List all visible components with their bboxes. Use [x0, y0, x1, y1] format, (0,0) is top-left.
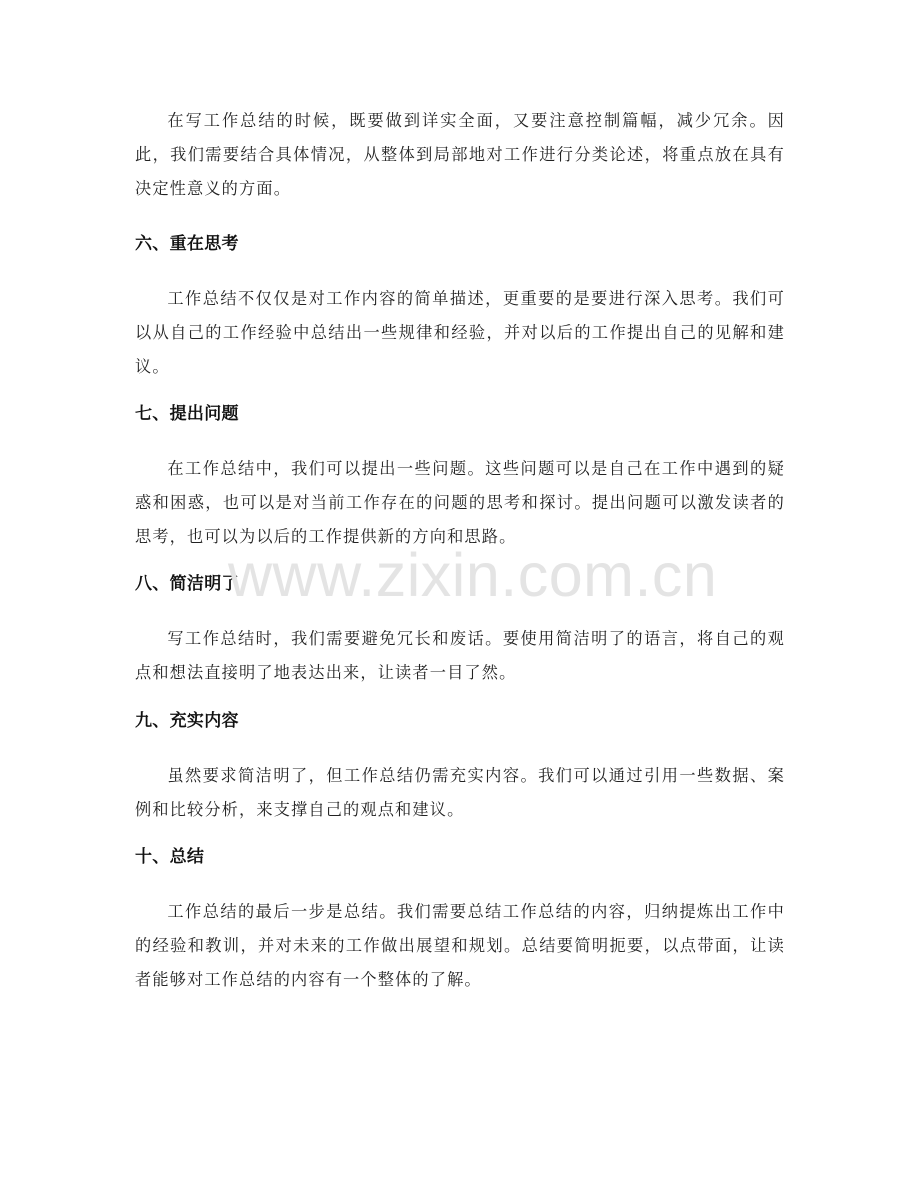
- section-heading: 七、提出问题: [135, 404, 239, 424]
- section-six: [135, 232, 785, 384]
- section-heading: 十、总结: [135, 847, 205, 867]
- intro-section: [135, 104, 785, 206]
- section-ten: [135, 845, 785, 997]
- section-paragraph: 虽然要求简洁明了，但工作总结仍需充实内容。我们可以通过引用一些数据、案例和比较分析，来支撑自己的观点和建议。: [135, 766, 785, 819]
- section-nine: [135, 709, 785, 827]
- watermark: www.zixin.com.cn: [228, 541, 718, 609]
- section-paragraph: 写工作总结时，我们需要避免冗长和废话。要使用简洁明了的语言，将自己的观点和想法直接明了地表达出来，让读者一目了然。: [135, 629, 785, 682]
- section-seven: [135, 402, 785, 554]
- section-heading: 六、重在思考: [135, 234, 239, 254]
- section-paragraph: 工作总结不仅仅是对工作内容的简单描述，更重要的是要进行深入思考。我们可以从自己的工作经验中总结出一些规律和经验，并对以后的工作提出自己的见解和建议。: [135, 289, 785, 376]
- section-heading: 九、充实内容: [135, 711, 239, 731]
- intro-paragraph: 在写工作总结的时候，既要做到详实全面，又要注意控制篇幅，减少冗余。因此，我们需要结合具体情况，从整体到局部地对工作进行分类论述，将重点放在具有决定性意义的方面。: [135, 111, 785, 198]
- section-eight: [135, 572, 785, 690]
- section-paragraph: 在工作总结中，我们可以提出一些问题。这些问题可以是自己在工作中遇到的疑惑和困惑，也可以是对当前工作存在的问题的思考和探讨。提出问题可以激发读者的思考，也可以为以后的工作提供新的方向和思路。: [135, 459, 785, 546]
- section-paragraph: 工作总结的最后一步是总结。我们需要总结工作总结的内容，归纳提炼出工作中的经验和教训，并对未来的工作做出展望和规划。总结要简明扼要，以点带面，让读者能够对工作总结的内容有一个整体的了解。: [135, 902, 785, 989]
- section-heading: 八、简洁明了: [135, 574, 239, 594]
